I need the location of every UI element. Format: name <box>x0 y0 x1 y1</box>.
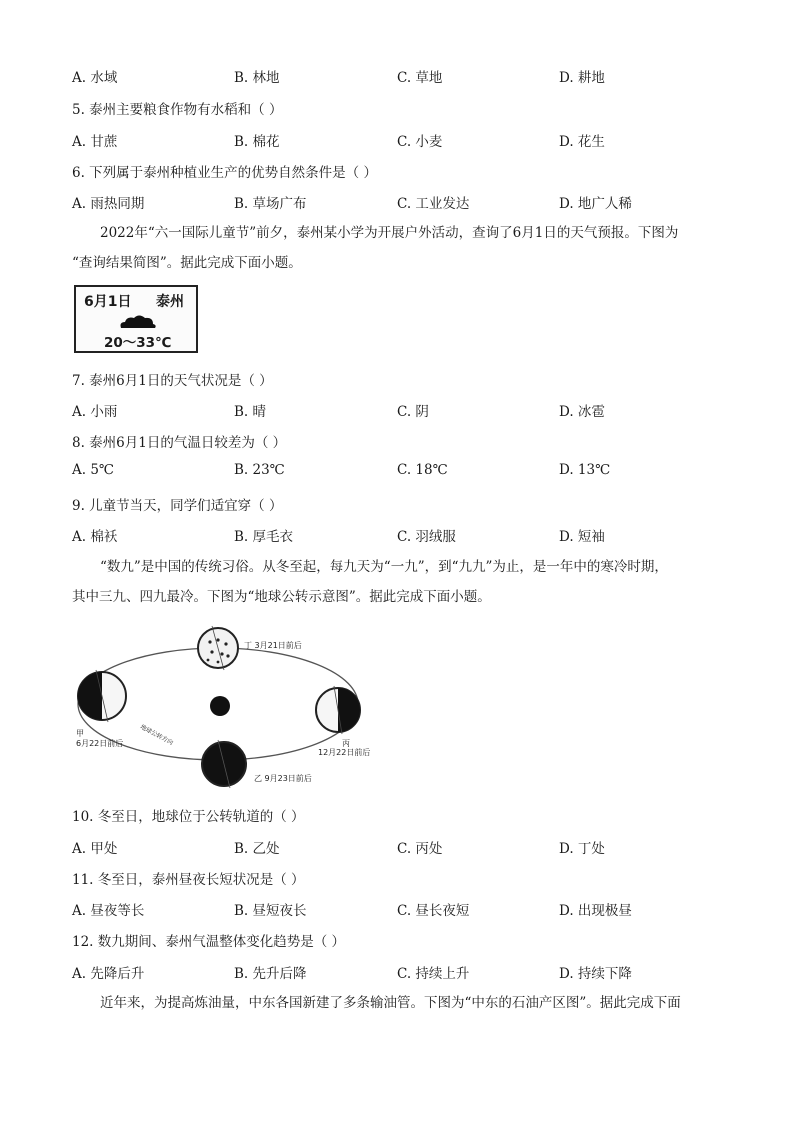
q4-option-a: A. 水域 <box>72 70 118 86</box>
q5-option-b: B. 棉花 <box>234 134 280 150</box>
q8-option-b: B. 23℃ <box>234 462 285 478</box>
q9-option-d: D. 短袖 <box>559 529 605 545</box>
q5-options <box>72 130 722 150</box>
earth-yi <box>202 740 246 788</box>
earth-jia-date: 6月22日前后 <box>76 739 124 748</box>
weather-date: 6月1日 <box>84 294 132 310</box>
earth-jia <box>78 670 126 722</box>
q4-options <box>72 66 722 86</box>
q7-options <box>72 400 722 420</box>
q7-option-b: B. 晴 <box>234 404 267 420</box>
q4-option-d: D. 耕地 <box>559 70 605 86</box>
weather-temp: 20～33℃ <box>104 335 172 351</box>
q7-option-a: A. 小雨 <box>72 404 118 420</box>
weather-city: 泰州 <box>156 294 184 310</box>
q6-option-d: D. 地广人稀 <box>559 196 632 212</box>
q9-option-b: B. 厚毛衣 <box>234 529 294 545</box>
q11-stem: 11. 冬至日，泰州昼夜长短状况是（ ） <box>72 872 305 888</box>
earth-orbit-diagram <box>72 616 372 792</box>
q7-option-c: C. 阴 <box>397 404 429 420</box>
q10-stem: 10. 冬至日，地球位于公转轨道的（ ） <box>72 809 305 825</box>
q6-option-a: A. 雨热同期 <box>72 196 145 212</box>
q9-option-c: C. 羽绒服 <box>397 529 456 545</box>
earth-bing-name: 丙 <box>342 739 350 748</box>
passage-weather-line2: “查询结果简图”。据此完成下面小题。 <box>72 255 302 271</box>
q5-option-d: D. 花生 <box>559 134 605 150</box>
q6-option-b: B. 草场广布 <box>234 196 307 212</box>
q8-stem: 8. 泰州6月1日的气温日较差为（ ） <box>72 435 287 451</box>
q12-stem: 12. 数九期间、泰州气温整体变化趋势是（ ） <box>72 934 346 950</box>
q6-option-c: C. 工业发达 <box>397 196 470 212</box>
earth-jia-name: 甲 <box>76 729 84 738</box>
q11-option-d: D. 出现极昼 <box>559 903 632 919</box>
earth-bing-date: 12月22日前后 <box>318 748 371 757</box>
q9-stem: 9. 儿童节当天，同学们适宜穿（ ） <box>72 498 283 514</box>
q4-option-b: B. 林地 <box>234 70 280 86</box>
q12-option-a: A. 先降后升 <box>72 966 145 982</box>
earth-ding <box>198 626 238 670</box>
q7-stem: 7. 泰州6月1日的天气状况是（ ） <box>72 373 273 389</box>
q12-option-d: D. 持续下降 <box>559 966 632 982</box>
q8-options <box>72 462 722 482</box>
q9-option-a: A. 棉袄 <box>72 529 118 545</box>
passage-shujiu-line1: “数九”是中国的传统习俗。从冬至起，每九天为“一九”，到“九九”为止，是一年中的寒冷时期， <box>100 559 668 575</box>
earth-yi-label: 乙 9月23日前后 <box>254 774 312 783</box>
q12-option-c: C. 持续上升 <box>397 966 470 982</box>
q10-option-c: C. 丙处 <box>397 841 443 857</box>
passage-oil <box>72 988 722 1018</box>
earth-ding-label: 丁 3月21日前后 <box>244 641 302 650</box>
q12-option-b: B. 先升后降 <box>234 966 307 982</box>
q11-options <box>72 899 722 919</box>
passage-shujiu-line2: 其中三九、四九最冷。下图为“地球公转示意图”。据此完成下面小题。 <box>72 589 491 605</box>
q10-option-b: B. 乙处 <box>234 841 280 857</box>
q10-option-a: A. 甲处 <box>72 841 118 857</box>
passage-weather-line1: 2022年“六一国际儿童节”前夕，泰州某小学为开展户外活动，查询了6月1日的天气预报。下图为 <box>100 225 679 241</box>
q11-option-a: A. 昼夜等长 <box>72 903 145 919</box>
passage-oil-line1: 近年来，为提高炼油量，中东各国新建了多条输油管。下图为“中东的石油产区图”。据此完成下面 <box>100 995 681 1011</box>
q5-stem: 5. 泰州主要粮食作物有水稻和（ ） <box>72 102 283 118</box>
passage-weather <box>72 218 722 278</box>
q5-option-a: A. 甘蔗 <box>72 134 118 150</box>
passage-shujiu <box>72 552 722 612</box>
q6-options <box>72 192 722 212</box>
q10-option-d: D. 丁处 <box>559 841 605 857</box>
cloud-icon <box>118 313 158 333</box>
orbit-direction-label: 地球公转方向 <box>139 723 175 747</box>
q7-option-d: D. 冰雹 <box>559 404 605 420</box>
q9-options <box>72 525 722 545</box>
weather-card <box>74 285 198 353</box>
q8-option-a: A. 5℃ <box>72 462 115 478</box>
q4-option-c: C. 草地 <box>397 70 443 86</box>
earth-bing <box>316 686 360 734</box>
q12-options <box>72 962 722 982</box>
q8-option-c: C. 18℃ <box>397 462 448 478</box>
q11-option-b: B. 昼短夜长 <box>234 903 307 919</box>
q8-option-d: D. 13℃ <box>559 462 611 478</box>
q10-options <box>72 837 722 857</box>
q6-stem: 6. 下列属于泰州种植业生产的优势自然条件是（ ） <box>72 165 377 181</box>
q5-option-c: C. 小麦 <box>397 134 443 150</box>
sun <box>210 696 230 716</box>
q11-option-c: C. 昼长夜短 <box>397 903 470 919</box>
